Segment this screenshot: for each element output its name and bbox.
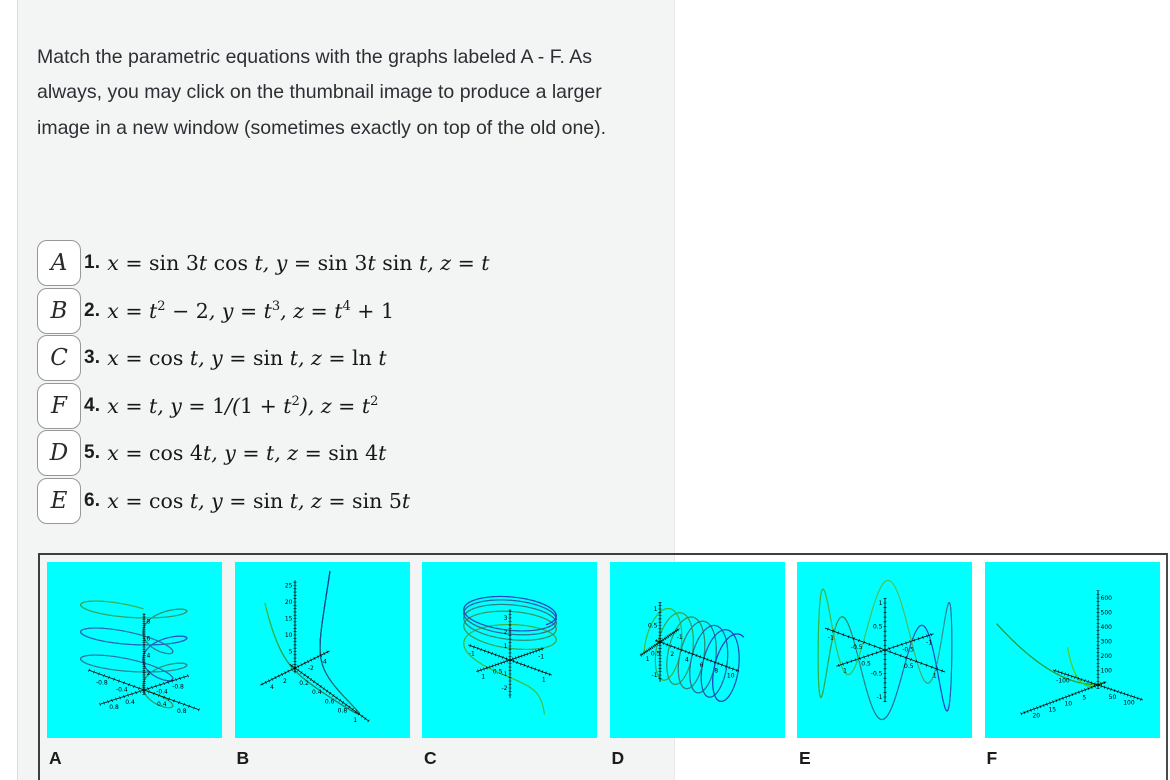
equation: $x = t^2 - 2$, $y = t^3$, $z = t^4 + 1$ [107, 298, 394, 323]
thumbnail-label: C [424, 748, 437, 768]
thumbnail-label: F [986, 748, 998, 768]
problem-list [37, 240, 490, 524]
answer-letter: B [50, 297, 68, 324]
instructions: Match the parametric equations with the graphs labeled A - F. As always, you may click on the thumbnail image to produce a larger image in a new window (sometimes exactly on top of the old one). [37, 45, 607, 139]
answer-letter: F [51, 392, 67, 419]
thumbnail-D[interactable] [610, 562, 785, 738]
problem-row [37, 240, 490, 287]
equation: x = cos t, y = sin t, z = ln t [107, 346, 387, 371]
thumbnail-label: E [799, 748, 811, 768]
answer-box[interactable] [37, 240, 81, 286]
problem-number: 3. [84, 347, 101, 369]
answer-box[interactable] [37, 478, 81, 524]
answer-box[interactable] [37, 288, 81, 334]
equation: x = cos 4t, y = t, z = sin 4t [107, 441, 387, 466]
equation: x = t, $y = 1/(1 + t^2)$, $z = t^2$ [107, 393, 379, 418]
thumbnail-label: A [49, 748, 62, 768]
problem-row [37, 335, 490, 382]
equation: x = cos t, y = sin t, z = sin 5t [107, 488, 411, 513]
thumbnail-E[interactable] [797, 562, 972, 738]
thumbnail-B[interactable] [235, 562, 410, 738]
problem-number: 1. [84, 252, 101, 274]
answer-box[interactable] [37, 430, 81, 476]
answer-letter: C [50, 345, 68, 372]
problem-number: 5. [84, 442, 101, 464]
problem-number: 6. [84, 489, 101, 511]
thumbnail-label-row [47, 748, 1160, 769]
answer-letter: E [50, 487, 68, 514]
answer-box[interactable] [37, 335, 81, 381]
answer-letter: A [50, 250, 68, 277]
problem-number: 2. [84, 299, 101, 321]
thumbnail-F[interactable] [985, 562, 1160, 738]
problem-number: 4. [84, 394, 101, 416]
thumbnail-label: B [236, 748, 250, 768]
answer-letter: D [49, 440, 69, 467]
thumbnail-A[interactable] [47, 562, 222, 738]
problem-row [37, 478, 490, 525]
equation: x = sin 3t cos t, y = sin 3t sin t, z = t [107, 251, 490, 276]
thumbnail-label: D [611, 748, 625, 768]
problem-row [37, 288, 490, 335]
thumbnail-strip [38, 553, 1168, 780]
thumbnail-C[interactable] [422, 562, 597, 738]
problem-row [37, 383, 490, 430]
thumbnail-row [47, 562, 1160, 738]
answer-box[interactable] [37, 383, 81, 429]
problem-row [37, 430, 490, 477]
